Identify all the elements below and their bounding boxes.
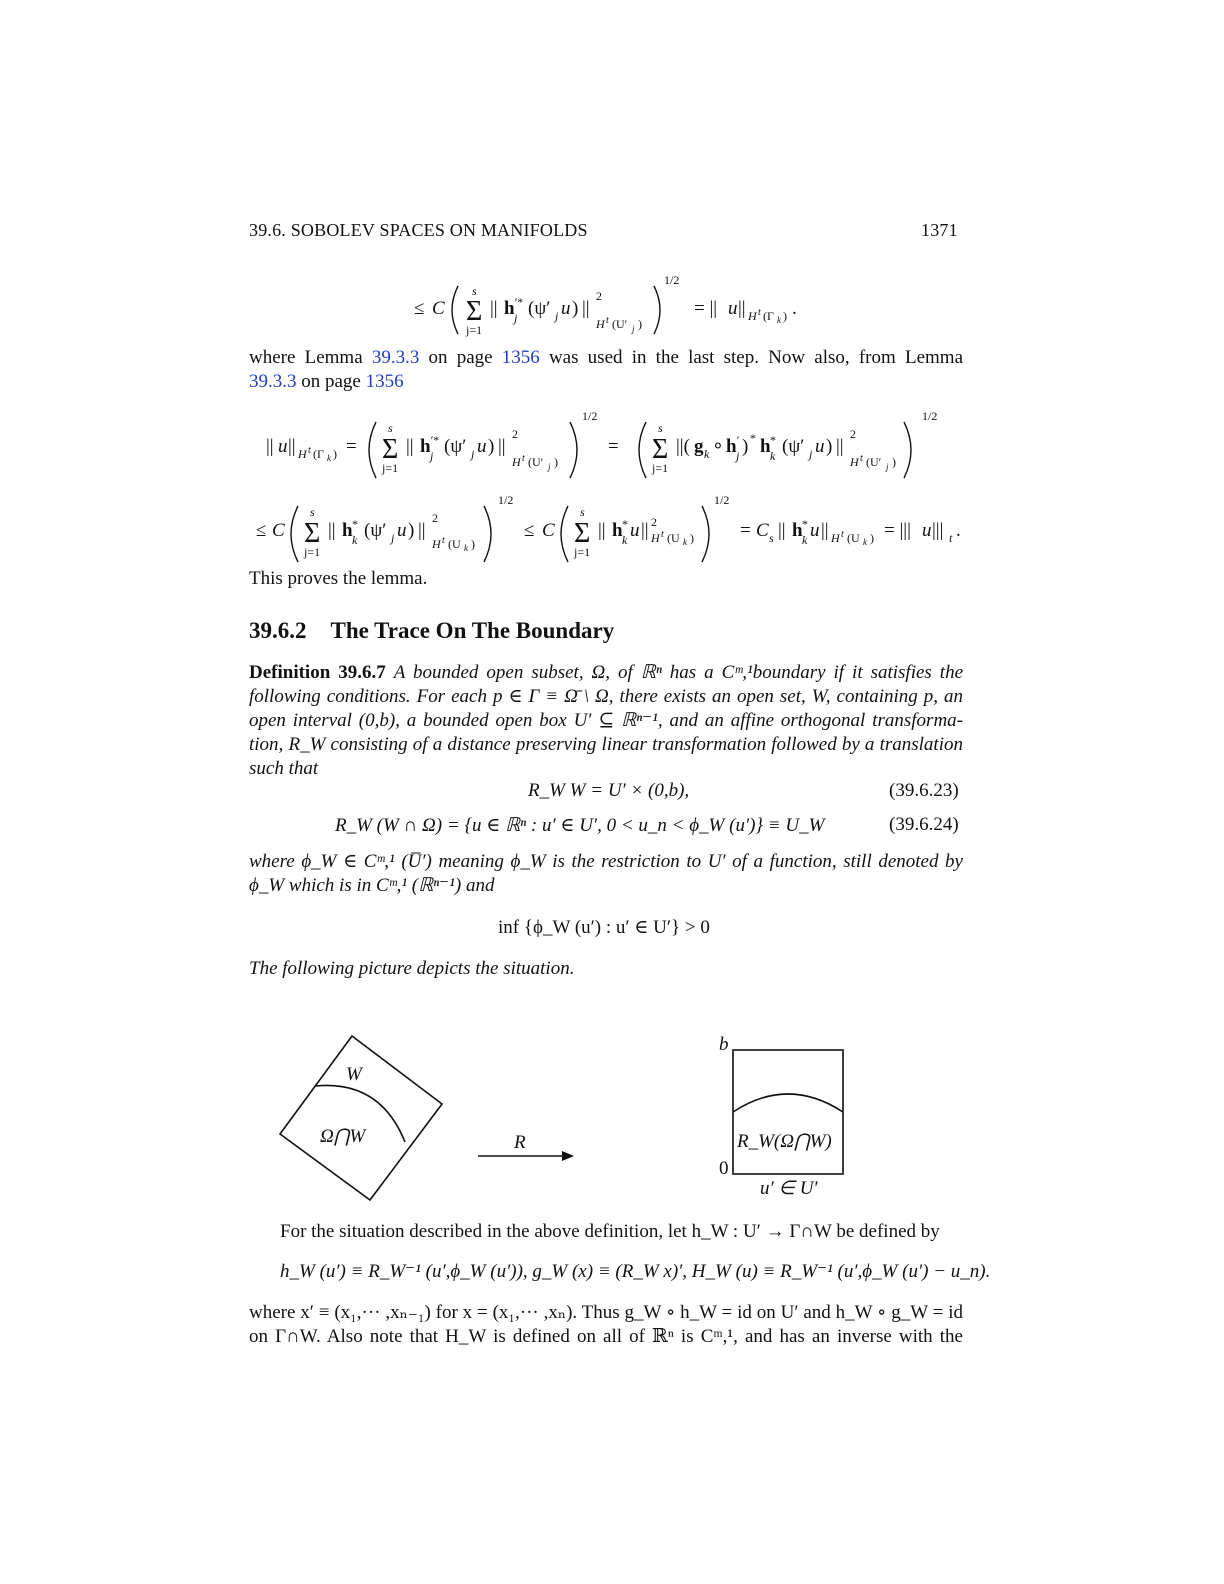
svg-text:h: h	[612, 520, 623, 541]
definition-equations: h_W (u′) ≡ R_W⁻¹ (u′,ϕ_W (u′)), g_W (x) ≡ (R_W x)′, H_W (u) ≡ R_W⁻¹ (u′,ϕ_W (u′) − u_n).	[280, 1261, 991, 1282]
svg-text:): )	[870, 531, 874, 545]
svg-text:2: 2	[432, 511, 438, 525]
svg-text:u: u	[922, 520, 932, 541]
svg-text:(ψ′: (ψ′	[528, 298, 551, 319]
svg-text:): )	[892, 455, 896, 469]
svg-text:1/2: 1/2	[498, 493, 514, 507]
svg-text:||: ||	[821, 520, 829, 541]
svg-text:1/2: 1/2	[582, 409, 598, 423]
svg-text:=: =	[740, 520, 751, 541]
svg-text:s: s	[580, 505, 585, 519]
svg-text:′*: ′*	[514, 295, 523, 309]
lemma-link[interactable]: 39.3.3	[371, 347, 420, 368]
svg-text:||: ||	[582, 298, 590, 319]
svg-text:=: =	[346, 436, 357, 457]
svg-text:C: C	[432, 298, 445, 319]
svg-text:j: j	[391, 531, 395, 545]
label-rw-omega-w: R_W(Ω⋂W)	[737, 1131, 832, 1152]
label-u-prime: u′ ∈ U′	[760, 1178, 818, 1199]
svg-text:H: H	[596, 317, 605, 331]
svg-text:(ψ′: (ψ′	[782, 436, 805, 457]
svg-text:h: h	[726, 436, 737, 457]
picture-caption: The following picture depicts the situation.	[249, 958, 575, 979]
svg-text:|||: |||	[932, 520, 944, 541]
svg-text:j: j	[736, 449, 740, 463]
svg-text:g: g	[694, 436, 704, 457]
svg-text:(U: (U	[847, 531, 860, 545]
svg-text:): )	[408, 520, 415, 541]
svg-text:j: j	[548, 462, 551, 472]
svg-text:(U: (U	[448, 537, 461, 551]
svg-text:||: ||	[328, 520, 336, 541]
svg-text:j=1: j=1	[382, 461, 399, 475]
label-r: R	[514, 1132, 526, 1153]
definition-line: following conditions. For each p ∈ Γ ≡ Ω̄ \ Ω, there exists an open set, W, containing p, an	[249, 686, 963, 707]
svg-text:t: t	[758, 307, 761, 318]
svg-text:k: k	[770, 449, 776, 463]
svg-text:): )	[488, 436, 495, 457]
svg-text:||(: ||(	[676, 436, 690, 457]
svg-text:j=1: j=1	[652, 461, 669, 475]
svg-text:): )	[471, 537, 475, 551]
svg-text:*: *	[770, 433, 776, 447]
definition-block	[249, 661, 963, 781]
label-w: W	[346, 1064, 362, 1085]
svg-text:= |||: = |||	[884, 520, 911, 541]
svg-text:Σ: Σ	[382, 434, 399, 465]
svg-text:.: .	[792, 298, 797, 319]
svg-text:j: j	[886, 462, 889, 472]
svg-text:k: k	[352, 533, 358, 547]
svg-text:H: H	[512, 455, 521, 469]
svg-text:1/2: 1/2	[664, 273, 680, 287]
display-equation-middle	[262, 404, 962, 484]
graph-curve	[733, 1094, 843, 1112]
svg-text:): )	[554, 455, 558, 469]
svg-text:||: ||	[778, 520, 786, 541]
svg-text:u: u	[397, 520, 407, 541]
arrow-head-icon	[562, 1151, 574, 1161]
svg-text:*: *	[622, 517, 628, 531]
svg-text:(U: (U	[667, 531, 680, 545]
svg-text:H: H	[831, 531, 840, 545]
svg-text:||: ||	[418, 520, 426, 541]
proof-end-text: This proves the lemma.	[249, 568, 428, 589]
svg-text:C: C	[756, 520, 769, 541]
svg-text:k: k	[464, 543, 468, 553]
region-w-square	[280, 1036, 442, 1200]
svg-text:t: t	[522, 453, 525, 464]
svg-text:k: k	[622, 533, 628, 547]
svg-text:=: =	[608, 436, 619, 457]
svg-text:k: k	[704, 447, 710, 461]
svg-text:t: t	[442, 535, 445, 546]
svg-text:(Γ: (Γ	[763, 309, 774, 323]
label-zero: 0	[719, 1158, 729, 1179]
svg-text:2: 2	[596, 289, 602, 303]
svg-text:||: ||	[266, 436, 274, 457]
svg-text:t: t	[860, 453, 863, 464]
svg-text:C: C	[542, 520, 555, 541]
svg-text:u: u	[561, 298, 571, 319]
svg-text:H: H	[850, 455, 859, 469]
svg-text:u: u	[815, 436, 825, 457]
svg-text:u: u	[278, 436, 288, 457]
svg-text:s: s	[472, 284, 477, 298]
svg-text:j: j	[555, 309, 559, 323]
svg-text:H: H	[298, 447, 307, 461]
paragraph-line: where x′ ≡ (x₁,··· ,xₙ₋₁) for x = (x₁,··· ,xₙ). Thus g_W ∘ h_W = id on U′ and h_W ∘ g_W = id	[249, 1302, 963, 1323]
svg-text:k: k	[683, 537, 687, 547]
svg-text:j: j	[430, 449, 434, 463]
label-omega-w: Ω⋂W	[320, 1126, 366, 1147]
svg-text:H: H	[432, 537, 441, 551]
svg-text:(U′: (U′	[612, 317, 628, 331]
svg-text:C: C	[272, 520, 285, 541]
where-line: ϕ_W which is in Cᵐ,¹ (ℝⁿ⁻¹) and	[249, 875, 495, 896]
svg-text:): )	[333, 447, 337, 461]
svg-text:j=1: j=1	[466, 323, 483, 337]
svg-text:): )	[783, 309, 787, 323]
svg-text:*: *	[750, 431, 756, 445]
svg-text:s: s	[658, 421, 663, 435]
equation-number: (39.6.24)	[889, 814, 959, 835]
svg-text:||: ||	[288, 436, 296, 457]
svg-text:Σ: Σ	[652, 434, 669, 465]
svg-text:h: h	[342, 520, 353, 541]
svg-text:||: ||	[498, 436, 506, 457]
display-equation-lower	[252, 490, 968, 566]
svg-text:(Γ: (Γ	[313, 447, 324, 461]
definition-line: A bounded open subset, Ω, of ℝⁿ has a Cᵐ,¹boundary if it satisfies the	[393, 662, 964, 683]
svg-text:t: t	[606, 315, 609, 326]
definition-line: such that	[249, 758, 319, 779]
svg-text:(ψ′: (ψ′	[364, 520, 387, 541]
equation-39-6-24: R_W (W ∩ Ω) = {u ∈ ℝⁿ : u′ ∈ U′, 0 < u_n < ϕ_W (u′)} ≡ U_W	[335, 815, 825, 836]
paragraph-line: on Γ∩W. Also note that H_W is defined on all of ℝⁿ is Cᵐ,¹, and has an inverse with the	[249, 1326, 963, 1347]
svg-text:||: ||	[641, 520, 649, 541]
svg-text:||: ||	[836, 436, 844, 457]
svg-text:2: 2	[512, 427, 518, 441]
svg-text:j: j	[632, 324, 635, 334]
svg-text:||: ||	[598, 520, 606, 541]
label-b: b	[719, 1034, 729, 1055]
svg-text:j: j	[809, 447, 813, 461]
svg-text:||: ||	[490, 298, 498, 319]
definition-line: tion, R_W consisting of a distance preserving linear transformation followed by a translation	[249, 734, 963, 755]
svg-text:k: k	[777, 315, 781, 325]
svg-text:s: s	[310, 505, 315, 519]
svg-text:t: t	[308, 445, 311, 456]
equation-39-6-23: R_W W = U′ × (0,b),	[528, 780, 690, 801]
svg-text:u: u	[810, 520, 820, 541]
definition-line: open interval (0,b), a bounded open box U′ ⊆ ℝⁿ⁻¹, and an affine orthogonal transforma-	[249, 710, 963, 731]
svg-text:j: j	[471, 447, 475, 461]
svg-text:∘: ∘	[712, 436, 724, 457]
svg-text:): )	[638, 317, 642, 331]
where-block	[249, 850, 963, 898]
svg-text:*: *	[352, 517, 358, 531]
svg-text:h: h	[420, 436, 431, 457]
paragraph-situation: For the situation described in the above definition, let h_W : U′ → Γ∩W be defined by	[280, 1221, 940, 1242]
svg-text:2: 2	[651, 515, 657, 529]
svg-text:≤: ≤	[414, 298, 425, 319]
section-number: 39.6.2	[249, 618, 307, 643]
equation-number: (39.6.23)	[889, 780, 959, 801]
svg-text:j=1: j=1	[304, 545, 321, 559]
svg-text:): )	[690, 531, 694, 545]
svg-text:1/2: 1/2	[922, 409, 938, 423]
svg-text:(U′: (U′	[528, 455, 544, 469]
svg-text:||: ||	[406, 436, 414, 457]
svg-text:(ψ′: (ψ′	[444, 436, 467, 457]
svg-text:h: h	[792, 520, 803, 541]
svg-text:s: s	[769, 531, 774, 545]
svg-text:Σ: Σ	[574, 518, 591, 549]
svg-text:′*: ′*	[430, 433, 439, 447]
svg-text:h: h	[504, 298, 515, 319]
section-title: The Trace On The Boundary	[330, 618, 615, 643]
svg-text:= ||: = ||	[694, 298, 718, 319]
lemma-link[interactable]: 39.3.3	[249, 371, 297, 392]
svg-text:′: ′	[736, 433, 739, 447]
svg-text:): )	[826, 436, 833, 457]
svg-text:≤: ≤	[256, 520, 267, 541]
trace-figure	[260, 1020, 900, 1220]
paragraph-inverse	[249, 1301, 963, 1349]
svg-text:): )	[572, 298, 579, 319]
page-link[interactable]: 1356	[501, 347, 540, 368]
svg-text:H: H	[748, 309, 757, 323]
where-line: where ϕ_W ∈ Cᵐ,¹ (U̅′) meaning ϕ_W is the restriction to U′ of a function, still denoted by	[249, 851, 963, 872]
svg-text:(U′: (U′	[866, 455, 882, 469]
svg-text:t: t	[841, 529, 844, 540]
svg-text:Σ: Σ	[304, 518, 321, 549]
svg-text:u: u	[630, 520, 640, 541]
paragraph-lemma-ref: where Lemma 39.3.3 on page 1356 was used in the last step. Now also, from Lemma 39.3.3 on page 1356	[249, 347, 963, 392]
svg-text:j=1: j=1	[574, 545, 591, 559]
inf-equation: inf {ϕ_W (u′) : u′ ∈ U′} > 0	[498, 917, 710, 938]
box-u-prime	[733, 1050, 843, 1174]
svg-text:u: u	[477, 436, 487, 457]
display-equation-top	[410, 268, 830, 340]
svg-text:2: 2	[850, 427, 856, 441]
svg-text:≤: ≤	[524, 520, 535, 541]
svg-text:): )	[742, 436, 749, 457]
definition-label: Definition 39.6.7	[249, 662, 386, 683]
svg-text:k: k	[327, 453, 331, 463]
svg-text:1/2: 1/2	[714, 493, 730, 507]
svg-text:k: k	[863, 537, 867, 547]
svg-text:s: s	[388, 421, 393, 435]
page-link[interactable]: 1356	[365, 371, 404, 392]
svg-text:u: u	[728, 298, 738, 319]
svg-text:k: k	[802, 533, 808, 547]
svg-text:j: j	[514, 311, 518, 325]
svg-text:Σ: Σ	[466, 296, 483, 327]
svg-text:.: .	[956, 520, 961, 541]
svg-text:t: t	[949, 531, 953, 545]
page-number: 1371	[921, 220, 958, 240]
svg-text:||: ||	[738, 298, 746, 319]
svg-text:h: h	[760, 436, 771, 457]
svg-text:H: H	[651, 531, 660, 545]
svg-text:*: *	[802, 517, 808, 531]
section-heading	[249, 618, 614, 644]
running-title: 39.6. SOBOLEV SPACES ON MANIFOLDS	[249, 220, 588, 240]
svg-text:t: t	[661, 529, 664, 540]
